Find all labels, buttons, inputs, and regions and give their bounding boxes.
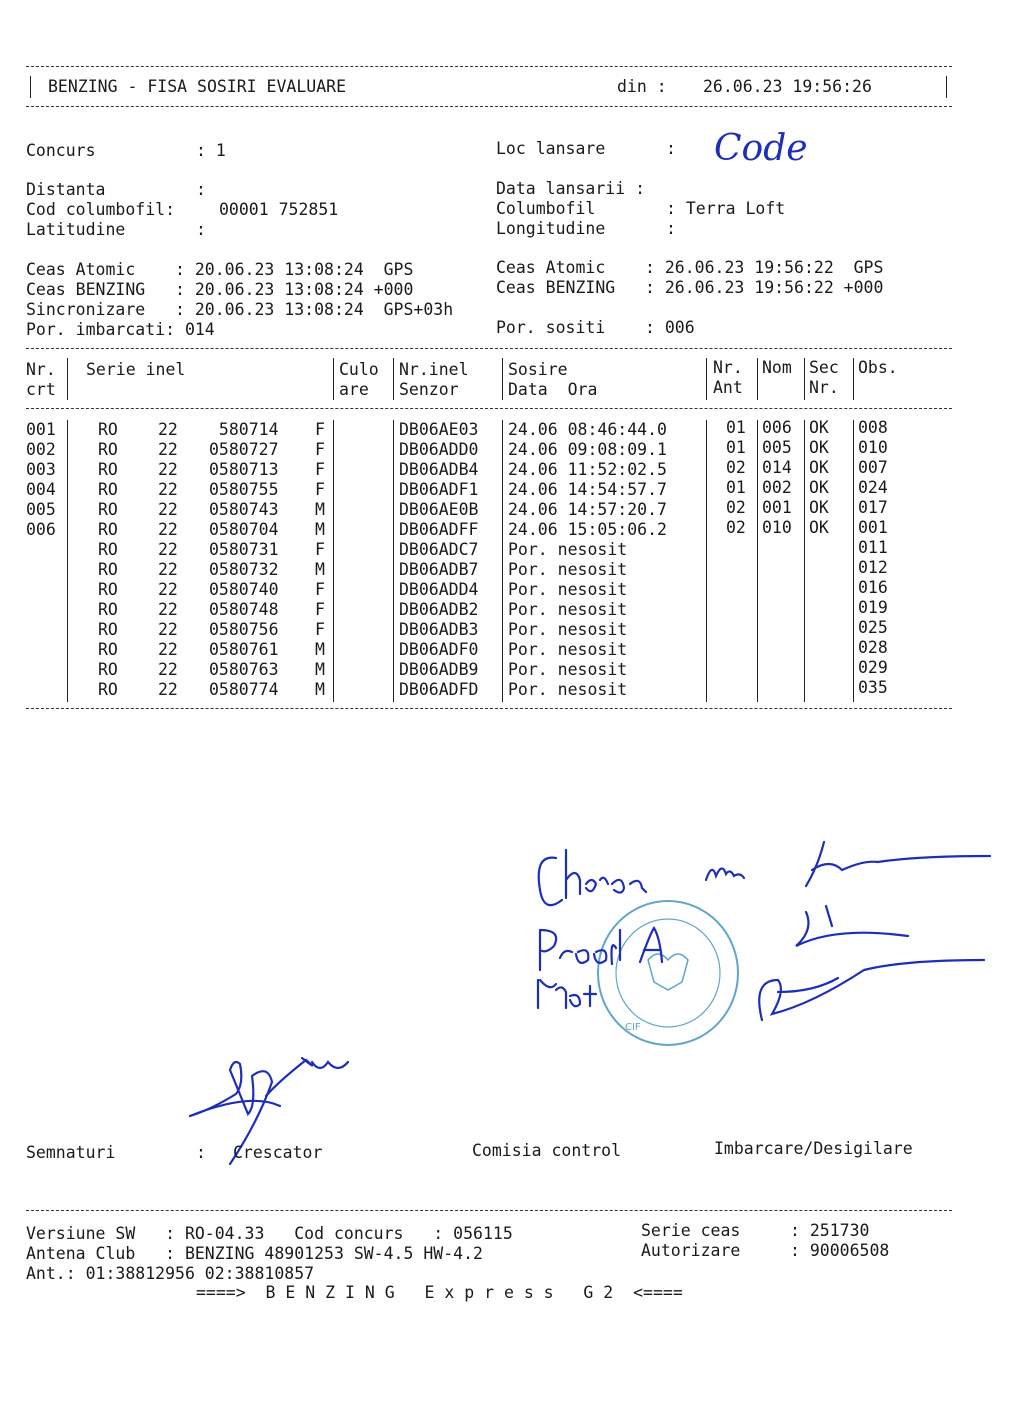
cell-nom: 014	[762, 458, 792, 477]
cell-antenna: 02	[726, 518, 746, 537]
cell-sensor: DB06ADF0	[399, 640, 479, 659]
din-value: 26.06.23 19:56:26	[703, 77, 872, 96]
cell-obs: 001	[858, 518, 888, 537]
cell-country: RO	[98, 500, 118, 519]
cell-country: RO	[98, 620, 118, 639]
cell-nom: 001	[762, 498, 792, 517]
cell-obs: 017	[858, 498, 888, 517]
cell-obs: 010	[858, 438, 888, 457]
cell-sex: F	[315, 580, 325, 599]
cell-year: 22	[158, 420, 178, 439]
cell-sensor: DB06ADB2	[399, 600, 479, 619]
cell-sec: OK	[809, 498, 829, 517]
cell-sec: OK	[809, 418, 829, 437]
concurs-value: : 1	[196, 141, 226, 160]
cell-arrival: 24.06 14:57:20.7	[508, 500, 667, 519]
cell-sex: M	[315, 520, 325, 539]
latitudine-value: :	[196, 220, 206, 239]
cell-arrival: 24.06 15:05:06.2	[508, 520, 667, 539]
body-sep-senzor	[502, 420, 503, 702]
columbofil-label: Columbofil	[496, 199, 596, 218]
cell-antenna: 01	[726, 418, 746, 437]
cell-country: RO	[98, 460, 118, 479]
cell-crt: 003	[26, 460, 56, 479]
cell-sex: F	[315, 480, 325, 499]
cell-country: RO	[98, 660, 118, 679]
cell-sex: F	[315, 600, 325, 619]
table-header-divider	[26, 408, 952, 409]
autorizare: Autorizare : 90006508	[641, 1241, 890, 1260]
report-title: BENZING - FISA SOSIRI EVALUARE	[48, 77, 347, 96]
body-sep-culo	[393, 420, 394, 702]
cell-arrival: Por. nesosit	[508, 600, 628, 619]
cell-obs: 012	[858, 558, 888, 577]
cell-ring-number: 0580731	[209, 540, 279, 559]
din-label: din :	[617, 77, 667, 96]
cell-sex: F	[315, 420, 325, 439]
cell-arrival: 24.06 09:08:09.1	[508, 440, 667, 459]
cell-sensor: DB06AE03	[399, 420, 479, 439]
loc-lansare-value: Code	[714, 128, 808, 169]
hdr-nr: Nr.	[26, 360, 56, 379]
cell-sensor: DB06ADB7	[399, 560, 479, 579]
hdr-ant: Ant	[713, 378, 743, 397]
cod-columbofil-value: 00001 752851	[219, 200, 339, 219]
por-imbarcati: Por. imbarcati: 014	[26, 320, 215, 339]
cell-ring-number: 0580756	[209, 620, 279, 639]
col-sep-ant	[757, 358, 758, 400]
cell-sensor: DB06AE0B	[399, 500, 479, 519]
stamp-cif: CIF	[625, 1022, 641, 1033]
cell-ring-number: 580714	[209, 420, 279, 439]
antenna-serials: Ant.: 01:38812956 02:38810857	[26, 1264, 315, 1283]
cell-country: RO	[98, 540, 118, 559]
ceas-atomic-end: Ceas Atomic : 26.06.23 19:56:22 GPS	[496, 258, 884, 277]
cell-obs: 007	[858, 458, 888, 477]
hdr-data-ora: Data Ora	[508, 380, 598, 399]
cell-year: 22	[158, 620, 178, 639]
cell-ring-number: 0580774	[209, 680, 279, 699]
ceas-benzing-end: Ceas BENZING : 26.06.23 19:56:22 +000	[496, 278, 884, 297]
cell-country: RO	[98, 440, 118, 459]
distanta-value: :	[196, 180, 206, 199]
cell-year: 22	[158, 660, 178, 679]
cell-year: 22	[158, 600, 178, 619]
cell-antenna: 02	[726, 458, 746, 477]
cell-ring-number: 0580748	[209, 600, 279, 619]
loc-lansare-label: Loc lansare	[496, 139, 606, 158]
ceas-atomic-start: Ceas Atomic : 20.06.23 13:08:24 GPS	[26, 260, 414, 279]
imbarcare-desigilare-label: Imbarcare/Desigilare	[714, 1139, 913, 1158]
cell-obs: 019	[858, 598, 888, 617]
cell-year: 22	[158, 440, 178, 459]
hdr-culoare-1: Culo	[339, 360, 379, 379]
cell-year: 22	[158, 480, 178, 499]
hdr-nom: Nom	[762, 358, 792, 377]
cell-country: RO	[98, 600, 118, 619]
cell-sex: M	[315, 560, 325, 579]
cell-ring-number: 0580740	[209, 580, 279, 599]
cell-crt: 006	[26, 520, 56, 539]
cell-sex: M	[315, 640, 325, 659]
cell-sec: OK	[809, 458, 829, 477]
cell-nom: 005	[762, 438, 792, 457]
cell-antenna: 02	[726, 498, 746, 517]
cell-sex: M	[315, 500, 325, 519]
cell-obs: 035	[858, 678, 888, 697]
cell-crt: 001	[26, 420, 56, 439]
cell-ring-number: 0580732	[209, 560, 279, 579]
cell-sensor: DB06ADFF	[399, 520, 479, 539]
cell-sec: OK	[809, 478, 829, 497]
cell-sensor: DB06ADF1	[399, 480, 479, 499]
cell-country: RO	[98, 480, 118, 499]
cell-sex: F	[315, 620, 325, 639]
cell-country: RO	[98, 520, 118, 539]
comisia-control-label: Comisia control	[472, 1141, 622, 1160]
longitudine-value: :	[666, 219, 676, 238]
por-sositi: Por. sositi : 006	[496, 318, 695, 337]
cell-nom: 010	[762, 518, 792, 537]
body-sep-nom	[804, 420, 805, 702]
body-sep-sec	[853, 420, 854, 702]
cell-nom: 006	[762, 418, 792, 437]
cell-country: RO	[98, 580, 118, 599]
antena-club: Antena Club : BENZING 48901253 SW-4.5 HW-4.2	[26, 1244, 483, 1263]
cell-year: 22	[158, 580, 178, 599]
cell-obs: 029	[858, 658, 888, 677]
cell-crt: 004	[26, 480, 56, 499]
hdr-nr-ant: Nr.	[713, 358, 743, 377]
cell-arrival: Por. nesosit	[508, 540, 628, 559]
cell-obs: 008	[858, 418, 888, 437]
cell-arrival: 24.06 11:52:02.5	[508, 460, 667, 479]
hdr-nr-inel: Nr.inel	[399, 360, 469, 379]
latitudine-label: Latitudine	[26, 220, 126, 239]
hdr-senzor: Senzor	[399, 380, 459, 399]
col-sep-nom	[804, 358, 805, 400]
hdr-sec-nr: Nr.	[809, 378, 839, 397]
columbofil-value: : Terra Loft	[666, 199, 786, 218]
cod-columbofil-label: Cod columbofil:	[26, 200, 176, 219]
versiune-sw: Versiune SW : RO-04.33 Cod concurs : 056115	[26, 1224, 513, 1243]
hdr-serie-inel: Serie inel	[86, 360, 186, 379]
col-sep-sosire	[706, 358, 707, 400]
cell-country: RO	[98, 640, 118, 659]
body-sep-ant	[757, 420, 758, 702]
cell-sensor: DB06ADB4	[399, 460, 479, 479]
cell-crt: 005	[26, 500, 56, 519]
col-sep-serie	[333, 358, 334, 400]
cell-ring-number: 0580763	[209, 660, 279, 679]
cell-sensor: DB06ADB9	[399, 660, 479, 679]
cell-arrival: Por. nesosit	[508, 660, 628, 679]
col-sep-senzor	[502, 358, 503, 400]
serie-ceas: Serie ceas : 251730	[641, 1221, 870, 1240]
cell-obs: 028	[858, 638, 888, 657]
cell-arrival: Por. nesosit	[508, 640, 628, 659]
hdr-crt: crt	[26, 380, 56, 399]
hdr-sosire: Sosire	[508, 360, 568, 379]
hdr-obs: Obs.	[858, 358, 898, 377]
cell-year: 22	[158, 560, 178, 579]
footer-divider	[26, 1210, 952, 1211]
cell-sex: M	[315, 680, 325, 699]
body-sep-serie	[333, 420, 334, 702]
cell-antenna: 01	[726, 478, 746, 497]
handwriting-commission	[538, 842, 990, 1020]
cell-year: 22	[158, 680, 178, 699]
cell-arrival: Por. nesosit	[508, 580, 628, 599]
ceas-benzing-start: Ceas BENZING : 20.06.23 13:08:24 +000	[26, 280, 414, 299]
cell-sex: M	[315, 660, 325, 679]
table-bottom-divider	[26, 708, 952, 709]
cell-obs: 011	[858, 538, 888, 557]
crescator-label: Crescator	[233, 1143, 323, 1162]
cell-year: 22	[158, 640, 178, 659]
col-sep-culo	[393, 358, 394, 400]
cell-year: 22	[158, 460, 178, 479]
cell-ring-number: 0580761	[209, 640, 279, 659]
loc-lansare-colon: :	[666, 139, 676, 158]
cell-country: RO	[98, 680, 118, 699]
cell-country: RO	[98, 560, 118, 579]
cell-sensor: DB06ADD4	[399, 580, 479, 599]
col-sep-sec	[853, 358, 854, 400]
cell-ring-number: 0580713	[209, 460, 279, 479]
cell-arrival: Por. nesosit	[508, 560, 628, 579]
cell-sex: F	[315, 460, 325, 479]
cell-ring-number: 0580727	[209, 440, 279, 459]
cell-arrival: 24.06 14:54:57.7	[508, 480, 667, 499]
semnaturi-colon: :	[196, 1143, 206, 1162]
cell-ring-number: 0580743	[209, 500, 279, 519]
cell-country: RO	[98, 420, 118, 439]
cell-nom: 002	[762, 478, 792, 497]
cell-sensor: DB06ADB3	[399, 620, 479, 639]
distanta-label: Distanta	[26, 180, 106, 199]
cell-sec: OK	[809, 438, 829, 457]
data-lansarii-label: Data lansarii :	[496, 179, 646, 198]
cell-obs: 025	[858, 618, 888, 637]
body-sep-sosire	[706, 420, 707, 702]
cell-antenna: 01	[726, 438, 746, 457]
cell-sensor: DB06ADFD	[399, 680, 479, 699]
cell-sensor: DB06ADC7	[399, 540, 479, 559]
cell-crt: 002	[26, 440, 56, 459]
longitudine-label: Longitudine	[496, 219, 606, 238]
cell-sec: OK	[809, 518, 829, 537]
commission-stamp	[598, 901, 738, 1045]
cell-year: 22	[158, 540, 178, 559]
sincronizare: Sincronizare : 20.06.23 13:08:24 GPS+03h	[26, 300, 454, 319]
cell-obs: 024	[858, 478, 888, 497]
cell-sensor: DB06ADD0	[399, 440, 479, 459]
cell-arrival: 24.06 08:46:44.0	[508, 420, 667, 439]
hdr-culoare-2: are	[339, 380, 369, 399]
cell-sex: F	[315, 440, 325, 459]
cell-obs: 016	[858, 578, 888, 597]
cell-ring-number: 0580704	[209, 520, 279, 539]
cell-arrival: Por. nesosit	[508, 680, 628, 699]
hdr-sec: Sec	[809, 358, 839, 377]
benzing-express-banner: ====> B E N Z I N G E x p r e s s G 2 <====	[196, 1283, 683, 1302]
cell-year: 22	[158, 500, 178, 519]
body-sep-crt	[67, 420, 68, 702]
concurs-label: Concurs	[26, 141, 96, 160]
semnaturi-label: Semnaturi	[26, 1143, 116, 1162]
col-sep-crt	[67, 358, 68, 400]
cell-ring-number: 0580755	[209, 480, 279, 499]
cell-arrival: Por. nesosit	[508, 620, 628, 639]
cell-year: 22	[158, 520, 178, 539]
cell-sex: F	[315, 540, 325, 559]
